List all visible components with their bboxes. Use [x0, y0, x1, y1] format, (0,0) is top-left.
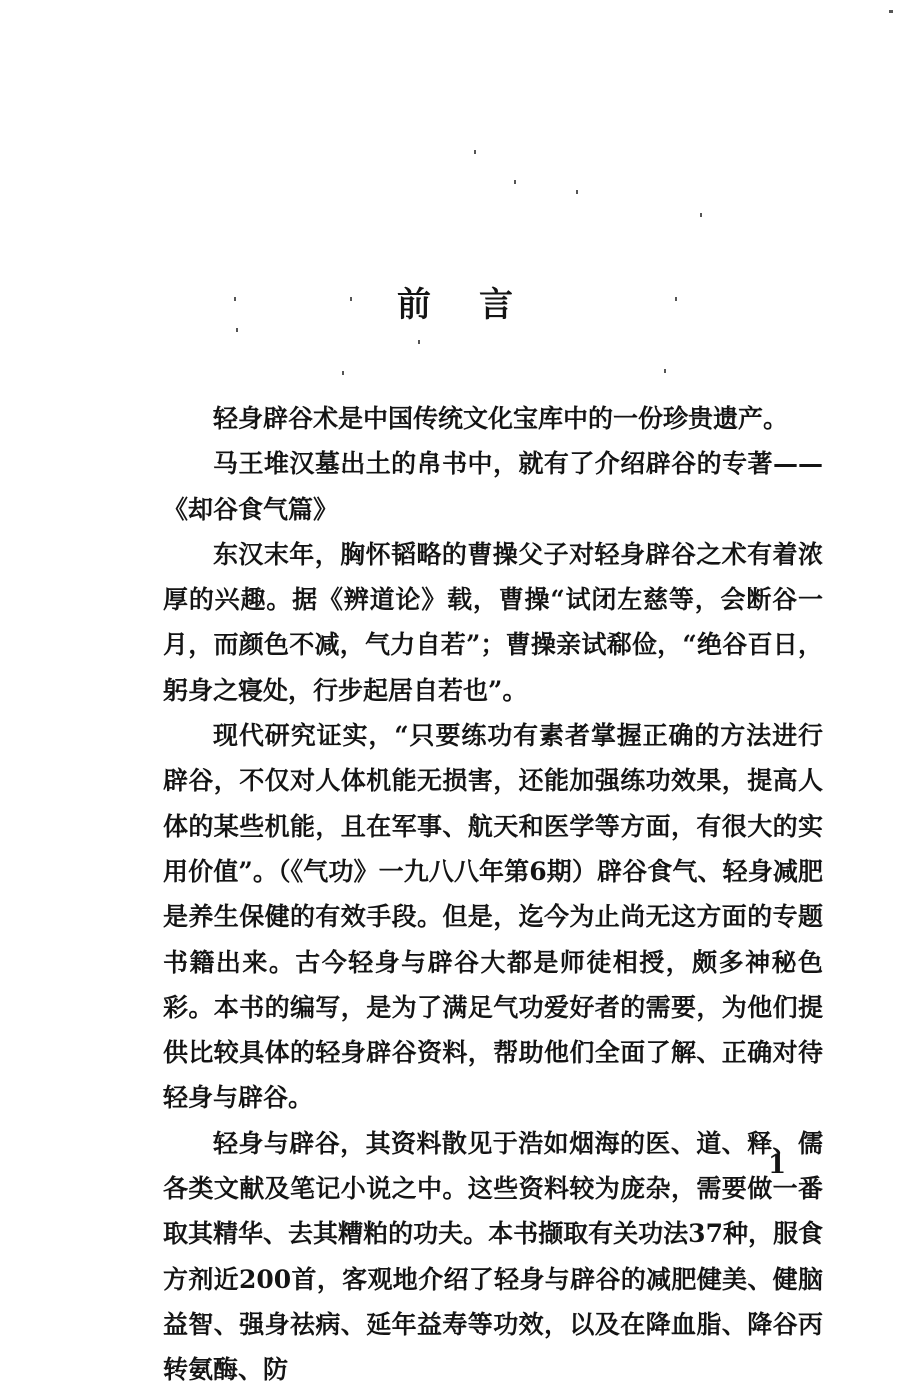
scan-speck: [418, 340, 420, 344]
paragraph-1: 轻身辟谷术是中国传统文化宝库中的一份珍贵遗产。: [213, 404, 789, 433]
scan-speck: [576, 190, 578, 194]
paragraph-3: 东汉末年，胸怀韬略的曹操父子对轻身辟谷之术有着浓厚的兴趣。据《辨道论》载，曹操“试闭左慈等，会断谷一月，而颜色不减，气力自若”；曹操亲试郗俭，“绝谷百日，躬身之寝处，行步起居自若也”。: [163, 539, 823, 705]
scan-speck: [350, 297, 352, 301]
body-text: [163, 396, 823, 1393]
scan-speck: [236, 328, 238, 332]
scan-speck: [889, 10, 893, 13]
scan-speck: [342, 371, 344, 375]
scan-speck: [234, 297, 236, 301]
scan-speck: [675, 297, 677, 301]
page-title: 前言: [397, 285, 561, 325]
scan-speck: [700, 213, 702, 217]
paragraph-4: 现代研究证实，“只要练功有素者掌握正确的方法进行辟谷，不仅对人体机能无损害，还能加强练功效果，提高人体的某些机能，且在军事、航天和医学等方面，有很大的实用价值”。（《气功》一九八八年第6期）辟谷食气、轻身减肥是养生保健的有效手段。但是，迄今为止尚无这方面的专题书籍出来。古今轻身与辟谷大都是师徒相授，颇多神秘色彩。本书的编写，是为了满足气功爱好者的需要，为他们提供比较具体的轻身辟谷资料，帮助他们全面了解、正确对待轻身与辟谷。: [163, 721, 823, 1113]
scan-speck: [664, 369, 666, 373]
scan-speck: [514, 180, 516, 184]
paragraph-2: 马王堆汉墓出土的帛书中，就有了介绍辟谷的专著——《却谷食气篇》: [163, 449, 823, 524]
scan-speck: [474, 150, 476, 154]
paragraph-5: 轻身与辟谷，其资料散见于浩如烟海的医、道、释、儒各类文献及笔记小说之中。这些资料较为庞杂，需要做一番取其精华、去其糟粕的功夫。本书撷取有关功法37种，服食方剂近200首，客观地介绍了轻身与辟谷的减肥健美、健脑益智、强身祛病、延年益寿等功效，以及在降血脂、降谷丙转氨酶、防: [163, 1128, 823, 1385]
page-number: 1: [768, 1150, 787, 1180]
